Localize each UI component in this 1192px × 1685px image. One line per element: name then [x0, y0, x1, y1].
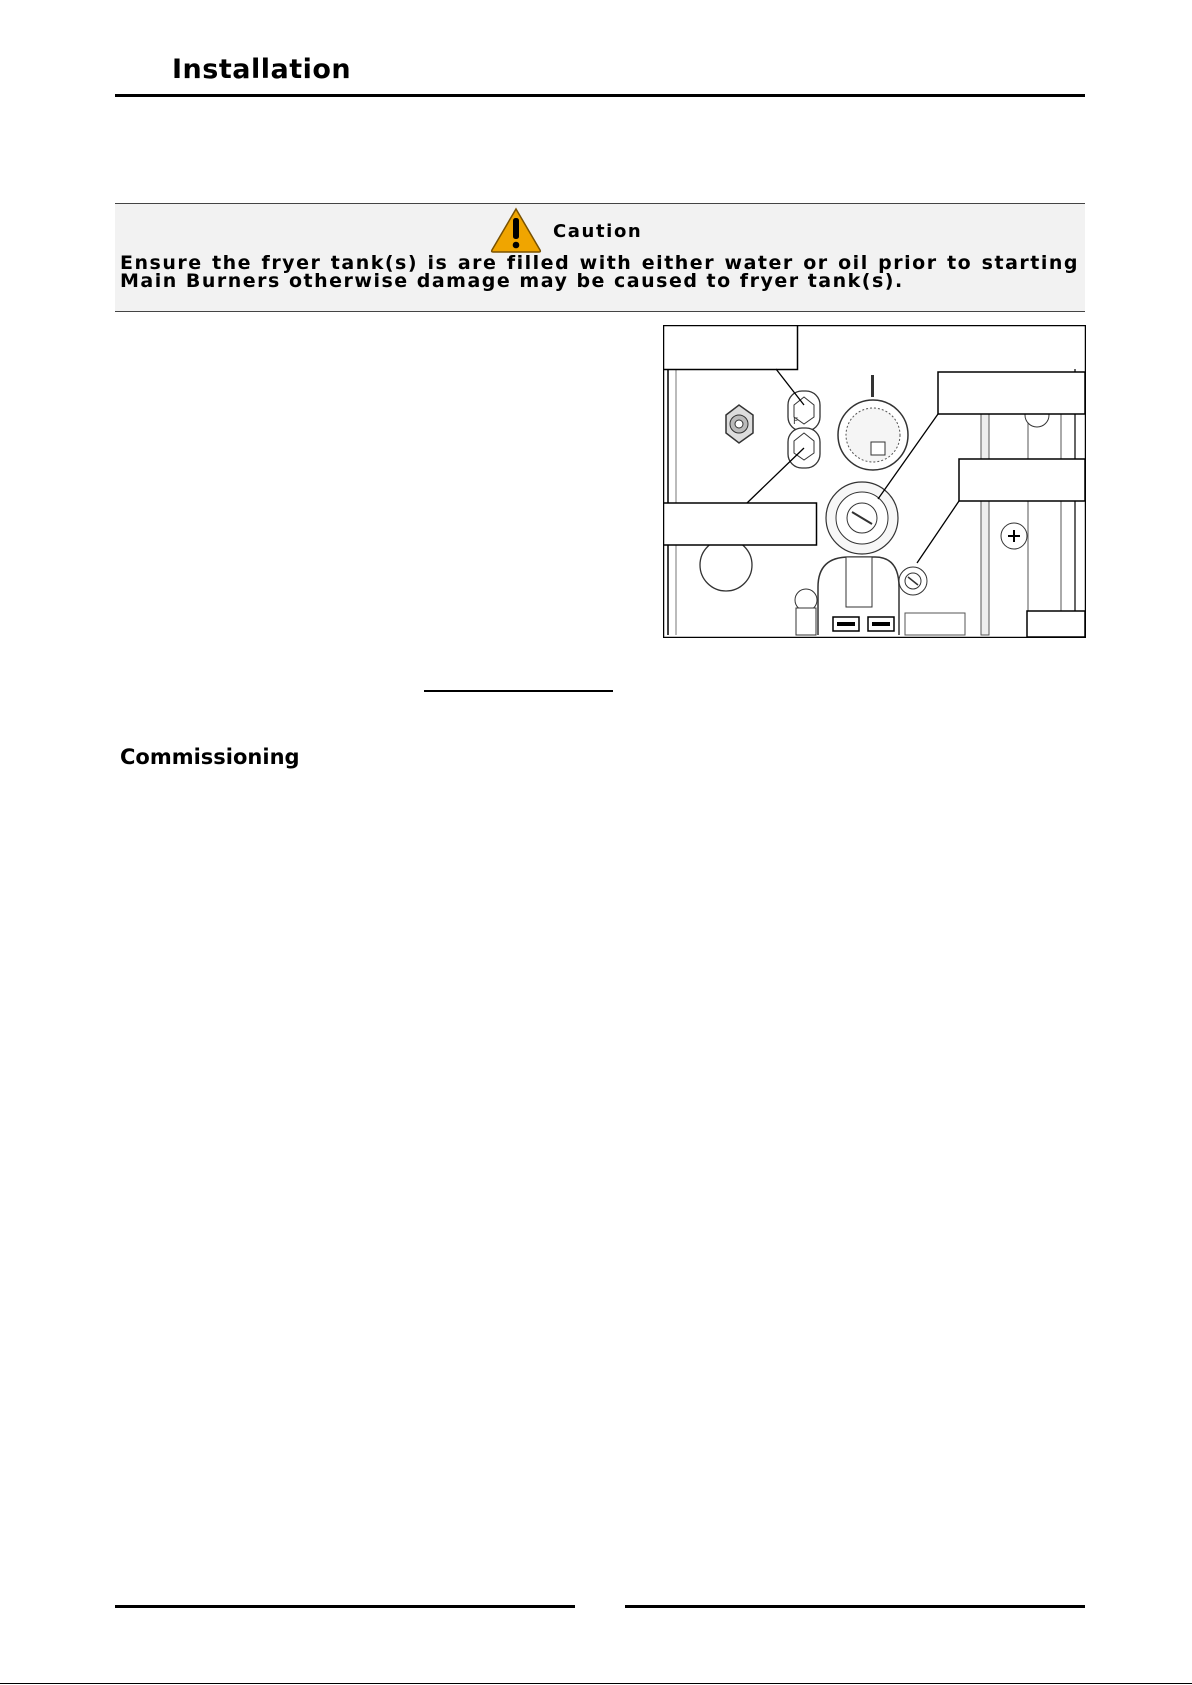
- burner-control-figure: [663, 325, 1086, 638]
- caution-text: Ensure the fryer tank(s) is are filled with either water or oil prior to starting Main Burners otherwise damage may be caused to fryer tank(s).: [120, 252, 1079, 292]
- header-rule: [115, 94, 1085, 97]
- warning-triangle-icon: [490, 207, 542, 253]
- footer-rule-left: [115, 1605, 575, 1608]
- svg-text:F: F: [793, 417, 799, 427]
- page-bottom-edge: [0, 1683, 1192, 1684]
- caution-label: Caution: [553, 221, 643, 242]
- section-heading: Commissioning: [120, 745, 300, 769]
- page-title: Installation: [172, 54, 352, 85]
- short-divider: [424, 690, 613, 692]
- caution-box: [115, 203, 1085, 312]
- footer-rule-right: [625, 1605, 1085, 1608]
